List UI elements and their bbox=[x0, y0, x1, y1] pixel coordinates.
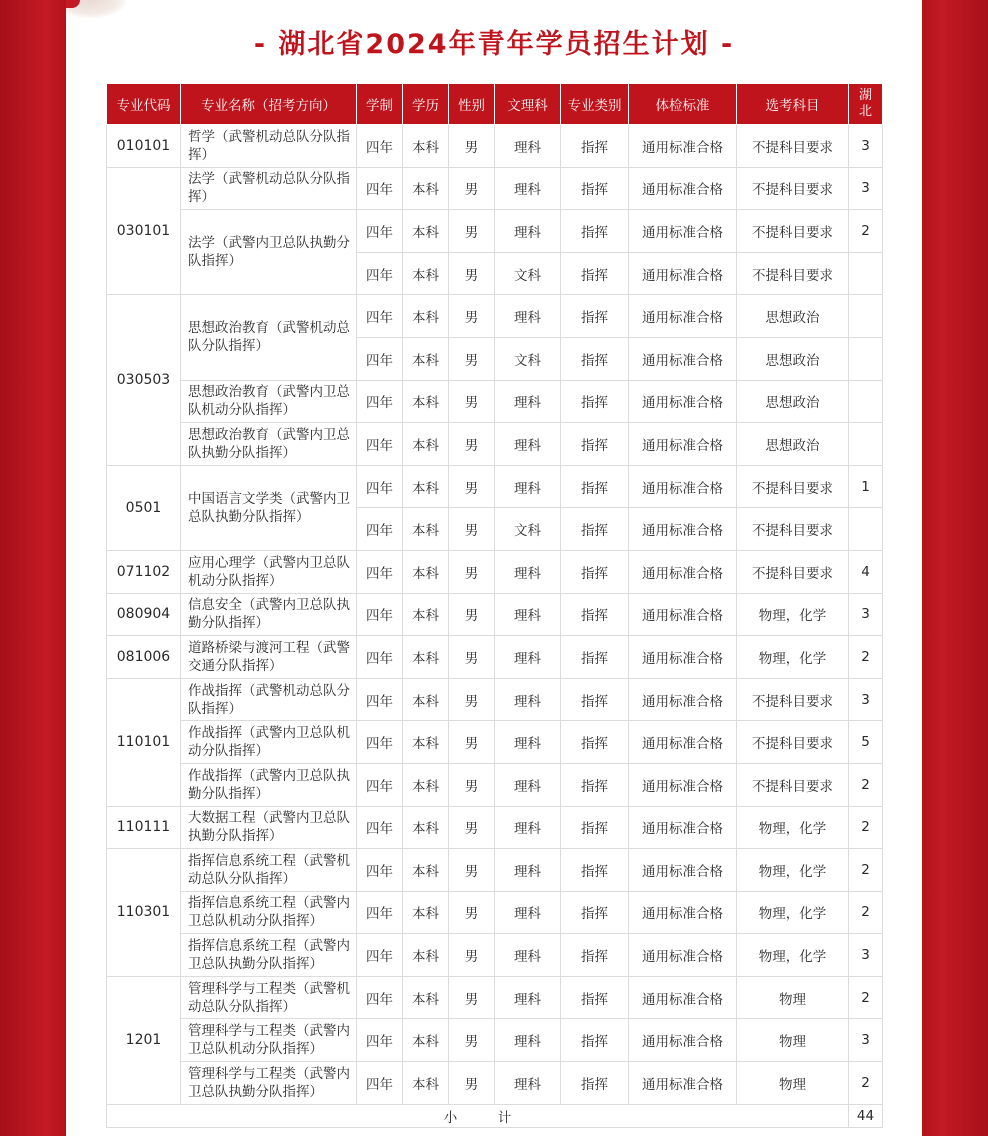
category-cell: 指挥 bbox=[561, 295, 629, 338]
document-page bbox=[66, 0, 922, 1136]
subjects-cell: 物理，化学 bbox=[737, 636, 849, 679]
enrollment-plan-table bbox=[106, 83, 883, 1128]
duration-cell: 四年 bbox=[357, 593, 403, 636]
track-cell: 理科 bbox=[495, 550, 561, 593]
physical-cell: 通用标准合格 bbox=[629, 849, 737, 892]
count-cell: 2 bbox=[849, 849, 883, 892]
gender-cell: 男 bbox=[449, 678, 495, 721]
gender-cell: 男 bbox=[449, 806, 495, 849]
table-row bbox=[107, 210, 883, 253]
degree-cell: 本科 bbox=[403, 1062, 449, 1105]
duration-cell: 四年 bbox=[357, 763, 403, 806]
table-row bbox=[107, 849, 883, 892]
category-cell: 指挥 bbox=[561, 508, 629, 551]
table-row bbox=[107, 295, 883, 338]
physical-cell: 通用标准合格 bbox=[629, 763, 737, 806]
major-name-cell: 哲学（武警机动总队分队指挥） bbox=[181, 125, 357, 168]
category-cell: 指挥 bbox=[561, 849, 629, 892]
major-name-cell: 思想政治教育（武警内卫总队机动分队指挥） bbox=[181, 380, 357, 423]
track-cell: 理科 bbox=[495, 295, 561, 338]
category-cell: 指挥 bbox=[561, 636, 629, 679]
degree-cell: 本科 bbox=[403, 337, 449, 380]
major-code-cell: 0501 bbox=[107, 465, 181, 550]
physical-cell: 通用标准合格 bbox=[629, 508, 737, 551]
duration-cell: 四年 bbox=[357, 423, 403, 466]
major-name-cell: 法学（武警内卫总队执勤分队指挥） bbox=[181, 210, 357, 295]
physical-cell: 通用标准合格 bbox=[629, 380, 737, 423]
category-cell: 指挥 bbox=[561, 423, 629, 466]
table-row bbox=[107, 465, 883, 508]
track-cell: 理科 bbox=[495, 593, 561, 636]
degree-cell: 本科 bbox=[403, 167, 449, 210]
category-cell: 指挥 bbox=[561, 380, 629, 423]
subjects-cell: 物理 bbox=[737, 1019, 849, 1062]
total-value: 44 bbox=[849, 1104, 883, 1127]
header-hubei-text: 湖 北 bbox=[858, 88, 872, 119]
duration-cell: 四年 bbox=[357, 849, 403, 892]
count-cell: 2 bbox=[849, 1062, 883, 1105]
gender-cell: 男 bbox=[449, 465, 495, 508]
degree-cell: 本科 bbox=[403, 636, 449, 679]
table-row bbox=[107, 678, 883, 721]
degree-cell: 本科 bbox=[403, 210, 449, 253]
header-physical: 体检标准 bbox=[629, 84, 737, 125]
table-row bbox=[107, 593, 883, 636]
table-row bbox=[107, 891, 883, 934]
track-cell: 理科 bbox=[495, 465, 561, 508]
header-hubei bbox=[849, 84, 883, 125]
gender-cell: 男 bbox=[449, 252, 495, 295]
duration-cell: 四年 bbox=[357, 1019, 403, 1062]
count-cell: 3 bbox=[849, 678, 883, 721]
subjects-cell: 思想政治 bbox=[737, 337, 849, 380]
header-name: 专业名称（招考方向） bbox=[181, 84, 357, 125]
major-code-cell: 081006 bbox=[107, 636, 181, 679]
physical-cell: 通用标准合格 bbox=[629, 593, 737, 636]
count-cell: 2 bbox=[849, 210, 883, 253]
right-red-border bbox=[922, 0, 988, 1136]
count-cell: 3 bbox=[849, 1019, 883, 1062]
degree-cell: 本科 bbox=[403, 465, 449, 508]
duration-cell: 四年 bbox=[357, 337, 403, 380]
category-cell: 指挥 bbox=[561, 934, 629, 977]
track-cell: 理科 bbox=[495, 1019, 561, 1062]
category-cell: 指挥 bbox=[561, 252, 629, 295]
physical-cell: 通用标准合格 bbox=[629, 636, 737, 679]
degree-cell: 本科 bbox=[403, 252, 449, 295]
major-name-cell: 管理科学与工程类（武警内卫总队机动分队指挥） bbox=[181, 1019, 357, 1062]
count-cell bbox=[849, 423, 883, 466]
duration-cell: 四年 bbox=[357, 295, 403, 338]
physical-cell: 通用标准合格 bbox=[629, 125, 737, 168]
table-row bbox=[107, 806, 883, 849]
category-cell: 指挥 bbox=[561, 210, 629, 253]
table-row bbox=[107, 976, 883, 1019]
major-name-cell: 指挥信息系统工程（武警内卫总队执勤分队指挥） bbox=[181, 934, 357, 977]
header-duration: 学制 bbox=[357, 84, 403, 125]
physical-cell: 通用标准合格 bbox=[629, 295, 737, 338]
table-row bbox=[107, 423, 883, 466]
track-cell: 理科 bbox=[495, 167, 561, 210]
degree-cell: 本科 bbox=[403, 295, 449, 338]
category-cell: 指挥 bbox=[561, 1019, 629, 1062]
major-code-cell: 010101 bbox=[107, 125, 181, 168]
physical-cell: 通用标准合格 bbox=[629, 337, 737, 380]
table-row bbox=[107, 721, 883, 764]
duration-cell: 四年 bbox=[357, 465, 403, 508]
gender-cell: 男 bbox=[449, 721, 495, 764]
subjects-cell: 物理，化学 bbox=[737, 849, 849, 892]
degree-cell: 本科 bbox=[403, 508, 449, 551]
gender-cell: 男 bbox=[449, 380, 495, 423]
duration-cell: 四年 bbox=[357, 167, 403, 210]
count-cell: 2 bbox=[849, 763, 883, 806]
degree-cell: 本科 bbox=[403, 125, 449, 168]
subjects-cell: 思想政治 bbox=[737, 380, 849, 423]
degree-cell: 本科 bbox=[403, 593, 449, 636]
degree-cell: 本科 bbox=[403, 806, 449, 849]
duration-cell: 四年 bbox=[357, 721, 403, 764]
gender-cell: 男 bbox=[449, 125, 495, 168]
degree-cell: 本科 bbox=[403, 763, 449, 806]
physical-cell: 通用标准合格 bbox=[629, 934, 737, 977]
major-code-cell: 110111 bbox=[107, 806, 181, 849]
track-cell: 理科 bbox=[495, 210, 561, 253]
subjects-cell: 不提科目要求 bbox=[737, 125, 849, 168]
gender-cell: 男 bbox=[449, 636, 495, 679]
duration-cell: 四年 bbox=[357, 252, 403, 295]
gender-cell: 男 bbox=[449, 934, 495, 977]
category-cell: 指挥 bbox=[561, 593, 629, 636]
gender-cell: 男 bbox=[449, 550, 495, 593]
track-cell: 理科 bbox=[495, 678, 561, 721]
track-cell: 理科 bbox=[495, 721, 561, 764]
count-cell bbox=[849, 252, 883, 295]
major-name-cell: 指挥信息系统工程（武警内卫总队机动分队指挥） bbox=[181, 891, 357, 934]
duration-cell: 四年 bbox=[357, 508, 403, 551]
major-name-cell: 管理科学与工程类（武警内卫总队执勤分队指挥） bbox=[181, 1062, 357, 1105]
degree-cell: 本科 bbox=[403, 976, 449, 1019]
track-cell: 文科 bbox=[495, 252, 561, 295]
table-row bbox=[107, 763, 883, 806]
duration-cell: 四年 bbox=[357, 636, 403, 679]
total-label: 小 计 bbox=[107, 1104, 849, 1127]
gender-cell: 男 bbox=[449, 976, 495, 1019]
subjects-cell: 思想政治 bbox=[737, 295, 849, 338]
count-cell: 4 bbox=[849, 550, 883, 593]
major-name-cell: 应用心理学（武警内卫总队机动分队指挥） bbox=[181, 550, 357, 593]
count-cell bbox=[849, 337, 883, 380]
duration-cell: 四年 bbox=[357, 678, 403, 721]
count-cell: 3 bbox=[849, 934, 883, 977]
subjects-cell: 物理，化学 bbox=[737, 593, 849, 636]
category-cell: 指挥 bbox=[561, 1062, 629, 1105]
category-cell: 指挥 bbox=[561, 806, 629, 849]
duration-cell: 四年 bbox=[357, 976, 403, 1019]
count-cell: 3 bbox=[849, 593, 883, 636]
category-cell: 指挥 bbox=[561, 976, 629, 1019]
degree-cell: 本科 bbox=[403, 934, 449, 977]
subjects-cell: 物理，化学 bbox=[737, 806, 849, 849]
header-subjects: 选考科目 bbox=[737, 84, 849, 125]
gender-cell: 男 bbox=[449, 423, 495, 466]
track-cell: 理科 bbox=[495, 636, 561, 679]
category-cell: 指挥 bbox=[561, 678, 629, 721]
count-cell: 3 bbox=[849, 125, 883, 168]
subjects-cell: 不提科目要求 bbox=[737, 465, 849, 508]
header-category: 专业类别 bbox=[561, 84, 629, 125]
category-cell: 指挥 bbox=[561, 167, 629, 210]
table-header-row bbox=[107, 84, 883, 125]
subjects-cell: 不提科目要求 bbox=[737, 678, 849, 721]
subjects-cell: 物理 bbox=[737, 976, 849, 1019]
physical-cell: 通用标准合格 bbox=[629, 976, 737, 1019]
gender-cell: 男 bbox=[449, 210, 495, 253]
subjects-cell: 物理，化学 bbox=[737, 934, 849, 977]
major-code-cell: 080904 bbox=[107, 593, 181, 636]
track-cell: 文科 bbox=[495, 337, 561, 380]
header-code: 专业代码 bbox=[107, 84, 181, 125]
count-cell bbox=[849, 295, 883, 338]
subjects-cell: 不提科目要求 bbox=[737, 550, 849, 593]
degree-cell: 本科 bbox=[403, 550, 449, 593]
gender-cell: 男 bbox=[449, 295, 495, 338]
left-red-border bbox=[0, 0, 66, 1136]
category-cell: 指挥 bbox=[561, 465, 629, 508]
gender-cell: 男 bbox=[449, 167, 495, 210]
track-cell: 理科 bbox=[495, 1062, 561, 1105]
physical-cell: 通用标准合格 bbox=[629, 891, 737, 934]
table-row bbox=[107, 125, 883, 168]
subjects-cell: 物理，化学 bbox=[737, 891, 849, 934]
degree-cell: 本科 bbox=[403, 721, 449, 764]
gender-cell: 男 bbox=[449, 763, 495, 806]
duration-cell: 四年 bbox=[357, 550, 403, 593]
track-cell: 理科 bbox=[495, 423, 561, 466]
major-name-cell: 指挥信息系统工程（武警机动总队分队指挥） bbox=[181, 849, 357, 892]
degree-cell: 本科 bbox=[403, 423, 449, 466]
physical-cell: 通用标准合格 bbox=[629, 210, 737, 253]
count-cell bbox=[849, 508, 883, 551]
gender-cell: 男 bbox=[449, 891, 495, 934]
subjects-cell: 不提科目要求 bbox=[737, 167, 849, 210]
header-gender: 性别 bbox=[449, 84, 495, 125]
physical-cell: 通用标准合格 bbox=[629, 806, 737, 849]
count-cell: 5 bbox=[849, 721, 883, 764]
subjects-cell: 不提科目要求 bbox=[737, 721, 849, 764]
physical-cell: 通用标准合格 bbox=[629, 721, 737, 764]
track-cell: 理科 bbox=[495, 891, 561, 934]
gender-cell: 男 bbox=[449, 593, 495, 636]
physical-cell: 通用标准合格 bbox=[629, 1019, 737, 1062]
physical-cell: 通用标准合格 bbox=[629, 678, 737, 721]
physical-cell: 通用标准合格 bbox=[629, 550, 737, 593]
gender-cell: 男 bbox=[449, 1019, 495, 1062]
major-name-cell: 作战指挥（武警内卫总队执勤分队指挥） bbox=[181, 763, 357, 806]
category-cell: 指挥 bbox=[561, 763, 629, 806]
page-title: - 湖北省2024年青年学员招生计划 - bbox=[253, 29, 735, 60]
track-cell: 理科 bbox=[495, 125, 561, 168]
category-cell: 指挥 bbox=[561, 337, 629, 380]
major-code-cell: 071102 bbox=[107, 550, 181, 593]
duration-cell: 四年 bbox=[357, 210, 403, 253]
duration-cell: 四年 bbox=[357, 1062, 403, 1105]
table-row bbox=[107, 380, 883, 423]
track-cell: 理科 bbox=[495, 849, 561, 892]
duration-cell: 四年 bbox=[357, 891, 403, 934]
duration-cell: 四年 bbox=[357, 380, 403, 423]
major-name-cell: 思想政治教育（武警内卫总队执勤分队指挥） bbox=[181, 423, 357, 466]
major-code-cell: 030101 bbox=[107, 167, 181, 295]
duration-cell: 四年 bbox=[357, 806, 403, 849]
table-row bbox=[107, 1062, 883, 1105]
major-code-cell: 030503 bbox=[107, 295, 181, 465]
major-name-cell: 思想政治教育（武警机动总队分队指挥） bbox=[181, 295, 357, 380]
count-cell: 2 bbox=[849, 636, 883, 679]
category-cell: 指挥 bbox=[561, 550, 629, 593]
gender-cell: 男 bbox=[449, 849, 495, 892]
degree-cell: 本科 bbox=[403, 849, 449, 892]
physical-cell: 通用标准合格 bbox=[629, 465, 737, 508]
major-code-cell: 1201 bbox=[107, 976, 181, 1104]
subjects-cell: 不提科目要求 bbox=[737, 210, 849, 253]
duration-cell: 四年 bbox=[357, 934, 403, 977]
physical-cell: 通用标准合格 bbox=[629, 1062, 737, 1105]
table-row bbox=[107, 167, 883, 210]
table-row bbox=[107, 1019, 883, 1062]
count-cell: 2 bbox=[849, 806, 883, 849]
table-row bbox=[107, 550, 883, 593]
physical-cell: 通用标准合格 bbox=[629, 252, 737, 295]
table-row bbox=[107, 636, 883, 679]
category-cell: 指挥 bbox=[561, 891, 629, 934]
major-name-cell: 作战指挥（武警内卫总队机动分队指挥） bbox=[181, 721, 357, 764]
gender-cell: 男 bbox=[449, 508, 495, 551]
subjects-cell: 不提科目要求 bbox=[737, 508, 849, 551]
major-name-cell: 大数据工程（武警内卫总队执勤分队指挥） bbox=[181, 806, 357, 849]
header-degree: 学历 bbox=[403, 84, 449, 125]
major-name-cell: 作战指挥（武警机动总队分队指挥） bbox=[181, 678, 357, 721]
degree-cell: 本科 bbox=[403, 1019, 449, 1062]
table-row bbox=[107, 934, 883, 977]
track-cell: 理科 bbox=[495, 763, 561, 806]
major-name-cell: 管理科学与工程类（武警机动总队分队指挥） bbox=[181, 976, 357, 1019]
major-name-cell: 信息安全（武警内卫总队执勤分队指挥） bbox=[181, 593, 357, 636]
degree-cell: 本科 bbox=[403, 380, 449, 423]
table-body bbox=[107, 125, 883, 1105]
count-cell: 1 bbox=[849, 465, 883, 508]
degree-cell: 本科 bbox=[403, 678, 449, 721]
gender-cell: 男 bbox=[449, 337, 495, 380]
subjects-cell: 不提科目要求 bbox=[737, 252, 849, 295]
count-cell: 2 bbox=[849, 976, 883, 1019]
major-name-cell: 道路桥梁与渡河工程（武警交通分队指挥） bbox=[181, 636, 357, 679]
major-name-cell: 中国语言文学类（武警内卫总队执勤分队指挥） bbox=[181, 465, 357, 550]
gender-cell: 男 bbox=[449, 1062, 495, 1105]
category-cell: 指挥 bbox=[561, 125, 629, 168]
track-cell: 理科 bbox=[495, 976, 561, 1019]
physical-cell: 通用标准合格 bbox=[629, 167, 737, 210]
major-code-cell: 110301 bbox=[107, 849, 181, 977]
major-code-cell: 110101 bbox=[107, 678, 181, 806]
count-cell bbox=[849, 380, 883, 423]
header-track: 文理科 bbox=[495, 84, 561, 125]
duration-cell: 四年 bbox=[357, 125, 403, 168]
degree-cell: 本科 bbox=[403, 891, 449, 934]
physical-cell: 通用标准合格 bbox=[629, 423, 737, 466]
major-name-cell: 法学（武警机动总队分队指挥） bbox=[181, 167, 357, 210]
subjects-cell: 思想政治 bbox=[737, 423, 849, 466]
count-cell: 2 bbox=[849, 891, 883, 934]
count-cell: 3 bbox=[849, 167, 883, 210]
subjects-cell: 物理 bbox=[737, 1062, 849, 1105]
track-cell: 文科 bbox=[495, 508, 561, 551]
track-cell: 理科 bbox=[495, 806, 561, 849]
total-row bbox=[107, 1104, 883, 1127]
track-cell: 理科 bbox=[495, 934, 561, 977]
subjects-cell: 不提科目要求 bbox=[737, 763, 849, 806]
track-cell: 理科 bbox=[495, 380, 561, 423]
category-cell: 指挥 bbox=[561, 721, 629, 764]
